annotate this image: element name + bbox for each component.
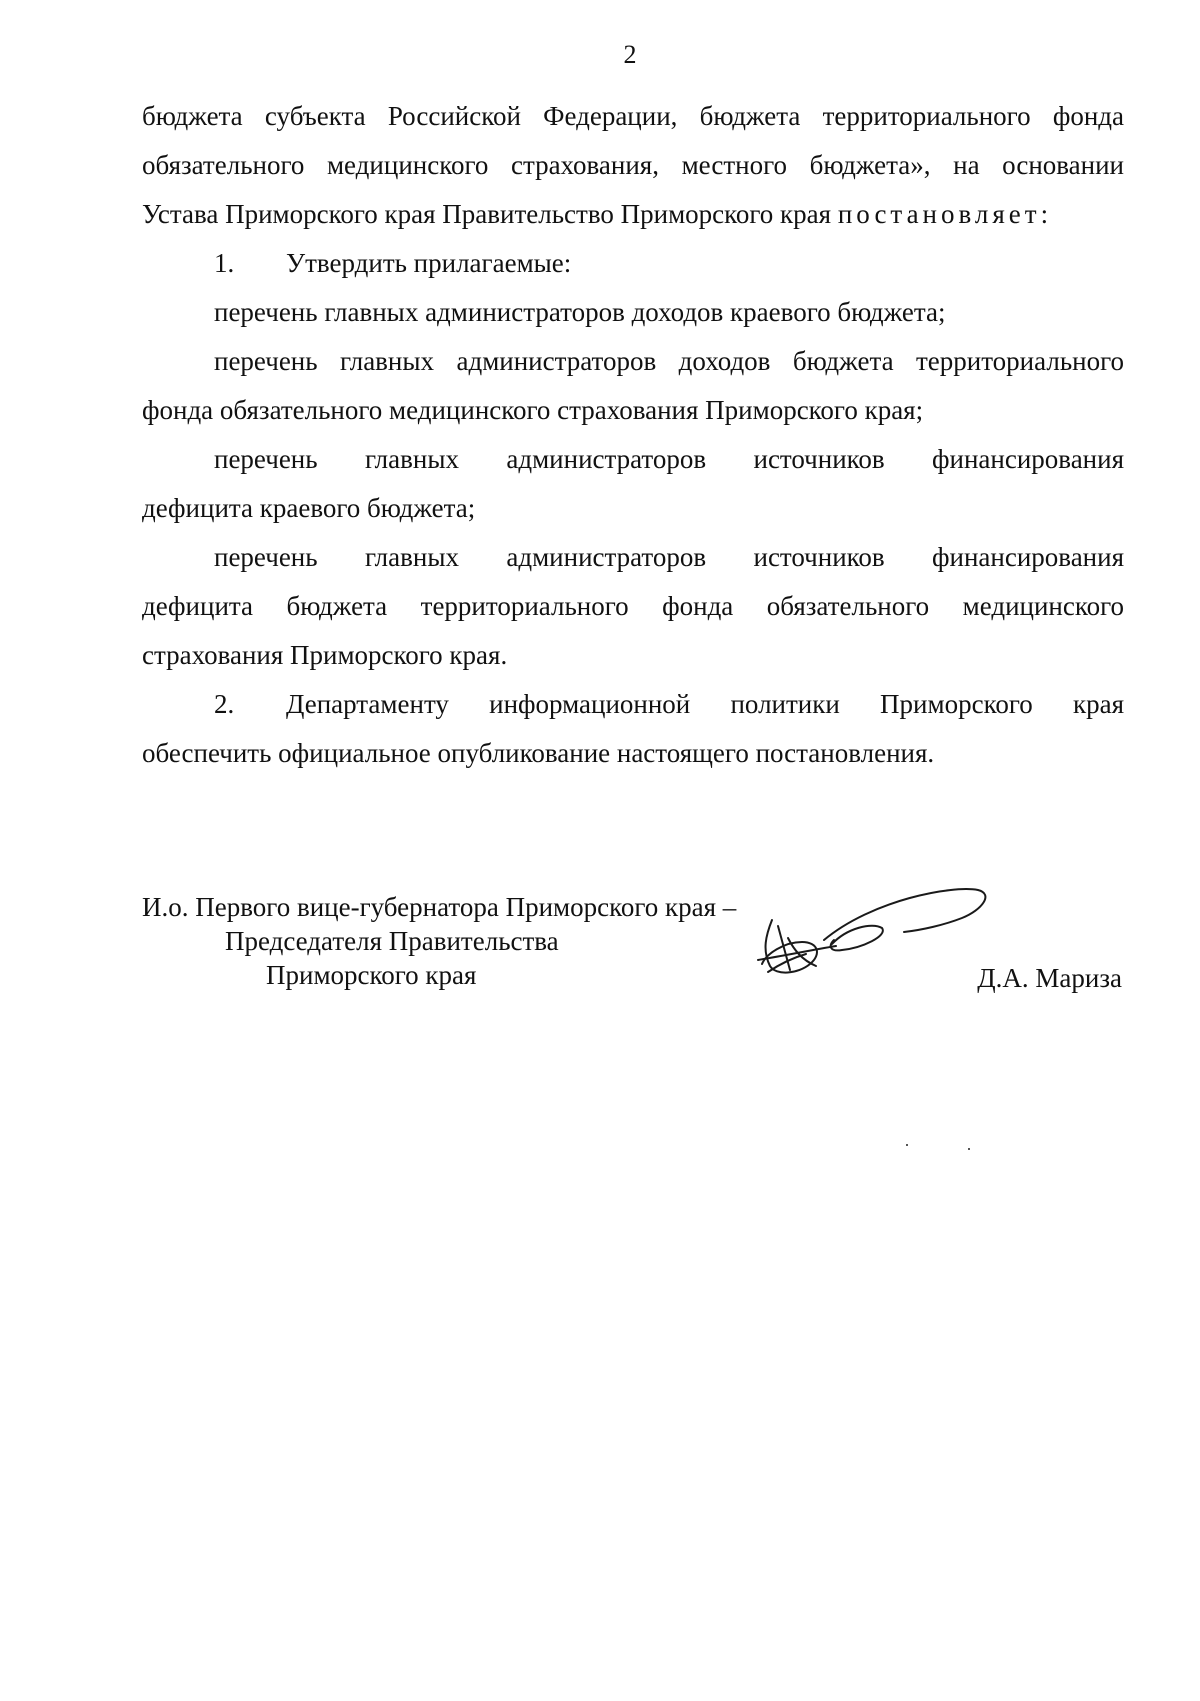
item-1-text: Утвердить прилагаемые: — [286, 248, 572, 278]
item-1 — [142, 239, 1124, 288]
signatory-title-line-3: Приморского края — [266, 960, 477, 990]
document-body — [142, 92, 1124, 778]
resolution-word: постановляет: — [837, 199, 1053, 229]
list-item-1: перечень главных администраторов доходов краевого бюджета; — [214, 297, 946, 327]
body-line-3-text: Устава Приморского края Правительство Приморского края — [142, 199, 838, 229]
list-item-2-line-1: перечень главных администраторов доходов бюджета территориального — [214, 346, 1124, 376]
signature-block — [142, 890, 1122, 1000]
item-2-number: 2. — [214, 689, 235, 719]
list-item-2-line-2: фонда обязательного медицинского страхования Приморского края; — [142, 395, 924, 425]
signatory-title-line-1: И.о. Первого вице-губернатора Приморского края – — [142, 892, 737, 922]
list-item-4-line-1: перечень главных администраторов источников финансирования — [214, 542, 1124, 572]
list-item-3-line-1: перечень главных администраторов источников финансирования — [214, 444, 1124, 474]
body-line-1: бюджета субъекта Российской Федерации, бюджета территориального фонда — [142, 101, 1124, 131]
handwritten-signature-icon — [732, 880, 992, 990]
body-line-3 — [142, 190, 1124, 239]
signatory-name: Д.А. Мариза — [977, 963, 1122, 993]
item-2-line-1 — [142, 680, 1124, 729]
list-item-3-line-2: дефицита краевого бюджета; — [142, 493, 476, 523]
item-2-line-2: обеспечить официальное опубликование настоящего постановления. — [142, 738, 935, 768]
item-2-text: Департаменту информационной политики Приморского края — [286, 689, 1124, 719]
scan-speck — [906, 1144, 908, 1146]
signatory-title-line-2: Председателя Правительства — [225, 926, 559, 956]
body-line-2: обязательного медицинского страхования, местного бюджета», на основании — [142, 150, 1124, 180]
scan-speck — [968, 1148, 970, 1150]
list-item-4-line-2: дефицита бюджета территориального фонда обязательного медицинского — [142, 591, 1124, 621]
list-item-4-line-3: страхования Приморского края. — [142, 640, 508, 670]
page-number: 2 — [623, 40, 637, 69]
item-1-number: 1. — [214, 248, 235, 278]
